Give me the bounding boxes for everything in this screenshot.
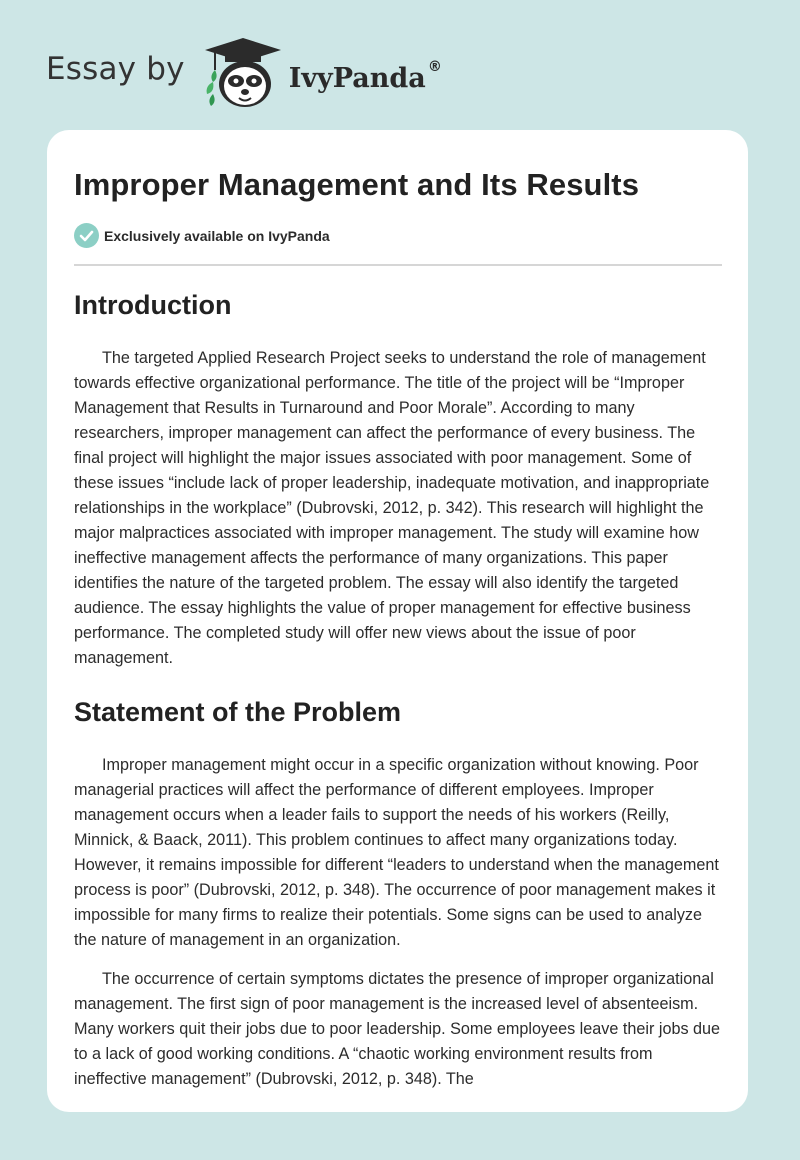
brand-name: IvyPanda ® <box>288 58 442 94</box>
brand-header[interactable] <box>46 36 442 112</box>
exclusive-badge-text: Exclusively available on IvyPanda <box>104 227 330 244</box>
section-introduction <box>74 288 722 671</box>
panda-logo-icon <box>201 36 285 112</box>
section-heading: Statement of the Problem <box>74 697 402 727</box>
paragraph: Improper management might occur in a specific organization without knowing. Poor managerial practices will affect the performance of different employees. Improper management occurs when a leader fails to support the needs of his workers (Reilly, Minnick, & Baack, 2011). This problem continues to affect many organizations today. However, it remains impossible for different “leaders to understand when the management process is poor” (Dubrovski, 2012, p. 348). The occurrence of poor management makes it impossible for many firms to realize their potentials. Some signs can be used to analyze the nature of management in an organization. <box>74 756 719 949</box>
essay-card <box>47 130 748 1112</box>
page-title: Improper Management and Its Results <box>74 167 640 202</box>
registered-mark: ® <box>427 58 442 75</box>
exclusive-badge <box>74 223 722 248</box>
brand-prefix: Essay by <box>46 51 185 87</box>
section-statement-of-problem <box>74 695 722 1092</box>
section-heading: Introduction <box>74 290 232 320</box>
check-circle-icon <box>74 223 99 248</box>
title-divider <box>74 264 722 266</box>
paragraph: The targeted Applied Research Project seeks to understand the role of management towards effective organizational performance. The title of the project will be “Improper Management that Results in Turnaround and Poor Morale”. According to many researchers, improper management can affect the performance of every business. The final project will highlight the major issues associated with poor management. Some of these issues “include lack of proper leadership, inadequate motivation, and inappropriate relationships in the workplace” (Dubrovski, 2012, p. 342). This research will highlight the major malpractices associated with improper management. The study will examine how ineffective management affects the performance of many organizations. This paper identifies the nature of the targeted problem. The essay will also identify the targeted audience. The essay highlights the value of proper management for effective business performance. The completed study will offer new views about the issue of poor management. <box>74 349 710 667</box>
paragraph: The occurrence of certain symptoms dictates the presence of improper organizational management. The first sign of poor management is the increased level of absenteeism. Many workers quit their jobs due to poor leadership. Some employees leave their jobs due to a lack of good working conditions. A “chaotic working environment results from ineffective management” (Dubrovski, 2012, p. 348). The <box>74 970 721 1088</box>
